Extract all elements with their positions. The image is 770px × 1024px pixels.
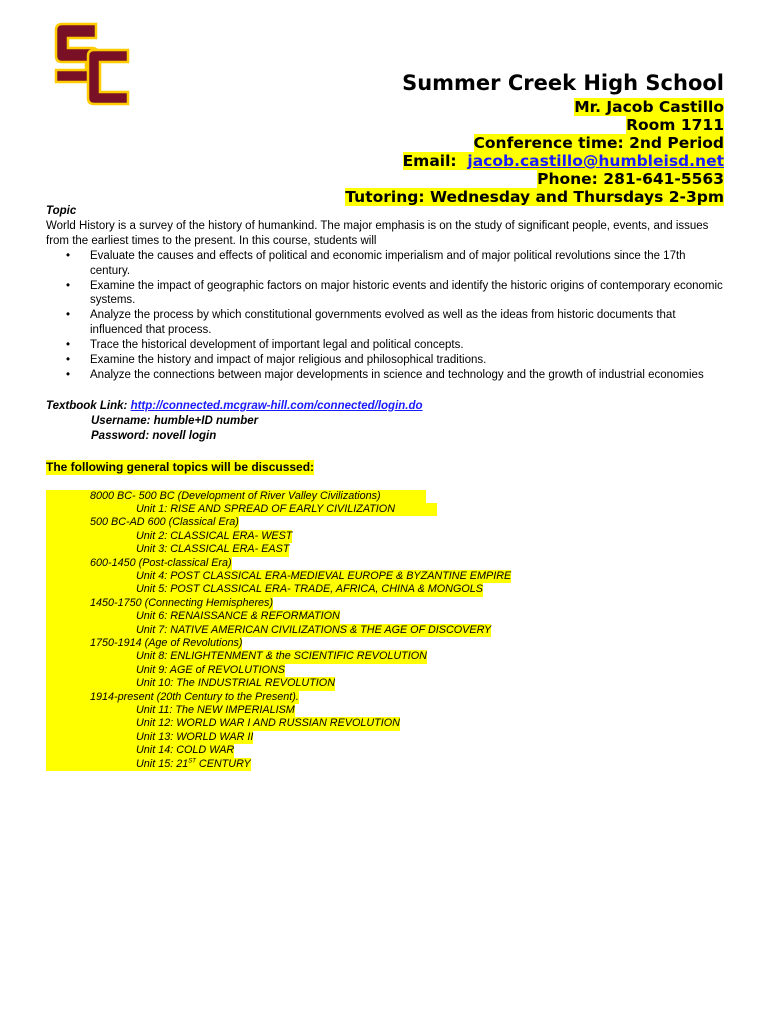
room-number: Room 1711 <box>626 116 724 134</box>
unit-item: Unit 3: CLASSICAL ERA- EAST <box>46 543 289 556</box>
unit-item: Unit 14: COLD WAR <box>46 744 234 757</box>
textbook-password: Password: novell login <box>91 429 217 442</box>
unit-item: Unit 4: POST CLASSICAL ERA-MEDIEVAL EUROPE & BYZANTINE EMPIRE <box>46 570 511 583</box>
topic-intro: World History is a survey of the history of humankind. The major emphasis is on the study of significant people, events, and issues from the earliest times to the present. In this course, students will <box>46 219 709 247</box>
unit-item: Unit 2: CLASSICAL ERA- WEST <box>46 530 292 543</box>
unit-item-last <box>46 758 251 771</box>
topics-heading: The following general topics will be discussed: <box>46 459 315 474</box>
unit-item: Unit 6: RENAISSANCE & REFORMATION <box>46 610 340 623</box>
unit-item: Unit 8: ENLIGHTENMENT & the SCIENTIFIC REVOLUTION <box>46 650 427 663</box>
email-link[interactable]: jacob.castillo@humbleisd.net <box>467 152 724 170</box>
textbook-link[interactable]: http://connected.mcgraw-hill.com/connected/login.do <box>130 399 423 412</box>
unit-15-prefix: Unit 15: 21 <box>136 757 189 770</box>
objectives-list <box>46 249 726 383</box>
textbook-label: Textbook Link: <box>46 399 128 412</box>
objective-item: • Analyze the process by which constitutional governments evolved as well as the ideas from historic documents that influenced that process. <box>90 308 726 338</box>
sc-logo-graphic <box>52 20 132 108</box>
school-logo <box>52 20 132 108</box>
conference-time: Conference time: 2nd Period <box>473 134 724 152</box>
email-line <box>403 152 724 170</box>
era-item: 500 BC-AD 600 (Classical Era) <box>46 516 239 529</box>
teacher-name: Mr. Jacob Castillo <box>574 98 724 116</box>
unit-item: Unit 10: The INDUSTRIAL REVOLUTION <box>46 677 335 690</box>
tutoring-hours: Tutoring: Wednesday and Thursdays 2-3pm <box>345 188 724 206</box>
objective-item: • Trace the historical development of important legal and political concepts. <box>90 338 726 353</box>
textbook-username: Username: humble+ID number <box>91 414 259 427</box>
unit-item: Unit 5: POST CLASSICAL ERA- TRADE, AFRICA, CHINA & MONGOLS <box>46 583 483 596</box>
objective-item: • Analyze the connections between major developments in science and technology and the growth of industrial economies <box>90 368 726 383</box>
topics-list <box>46 490 726 772</box>
email-label: Email: <box>402 152 457 170</box>
unit-15-suffix: CENTURY <box>195 757 251 770</box>
unit-15-sup: ST <box>188 758 196 765</box>
objective-item: • Examine the history and impact of major religious and philosophical traditions. <box>90 353 726 368</box>
unit-item: Unit 1: RISE AND SPREAD OF EARLY CIVILIZATION <box>46 503 437 516</box>
objective-item: • Examine the impact of geographic factors on major historic events and identify the historic origins of contemporary economic systems. <box>90 279 726 309</box>
syllabus-body <box>46 204 726 771</box>
era-item: 1914-present (20th Century to the Present). <box>46 691 299 704</box>
unit-item: Unit 13: WORLD WAR II <box>46 731 253 744</box>
unit-item: Unit 12: WORLD WAR I AND RUSSIAN REVOLUTION <box>46 717 400 730</box>
contact-header <box>345 70 724 206</box>
phone-number: Phone: 281-641-5563 <box>537 170 724 188</box>
unit-item: Unit 7: NATIVE AMERICAN CIVILIZATIONS & THE AGE OF DISCOVERY <box>46 624 491 637</box>
objective-item: • Evaluate the causes and effects of political and economic imperialism and of major political revolutions since the 17th century. <box>90 249 726 279</box>
textbook-section <box>46 399 726 444</box>
era-item: 8000 BC- 500 BC (Development of River Valley Civilizations) <box>46 490 426 503</box>
era-item: 600-1450 (Post-classical Era) <box>46 557 232 570</box>
era-item: 1750-1914 (Age of Revolutions) <box>46 637 242 650</box>
unit-item: Unit 11: The NEW IMPERIALISM <box>46 704 295 717</box>
topic-heading: Topic <box>46 205 77 217</box>
school-name: Summer Creek High School <box>402 71 724 95</box>
unit-item: Unit 9: AGE of REVOLUTIONS <box>46 664 285 677</box>
era-item: 1450-1750 (Connecting Hemispheres) <box>46 597 273 610</box>
